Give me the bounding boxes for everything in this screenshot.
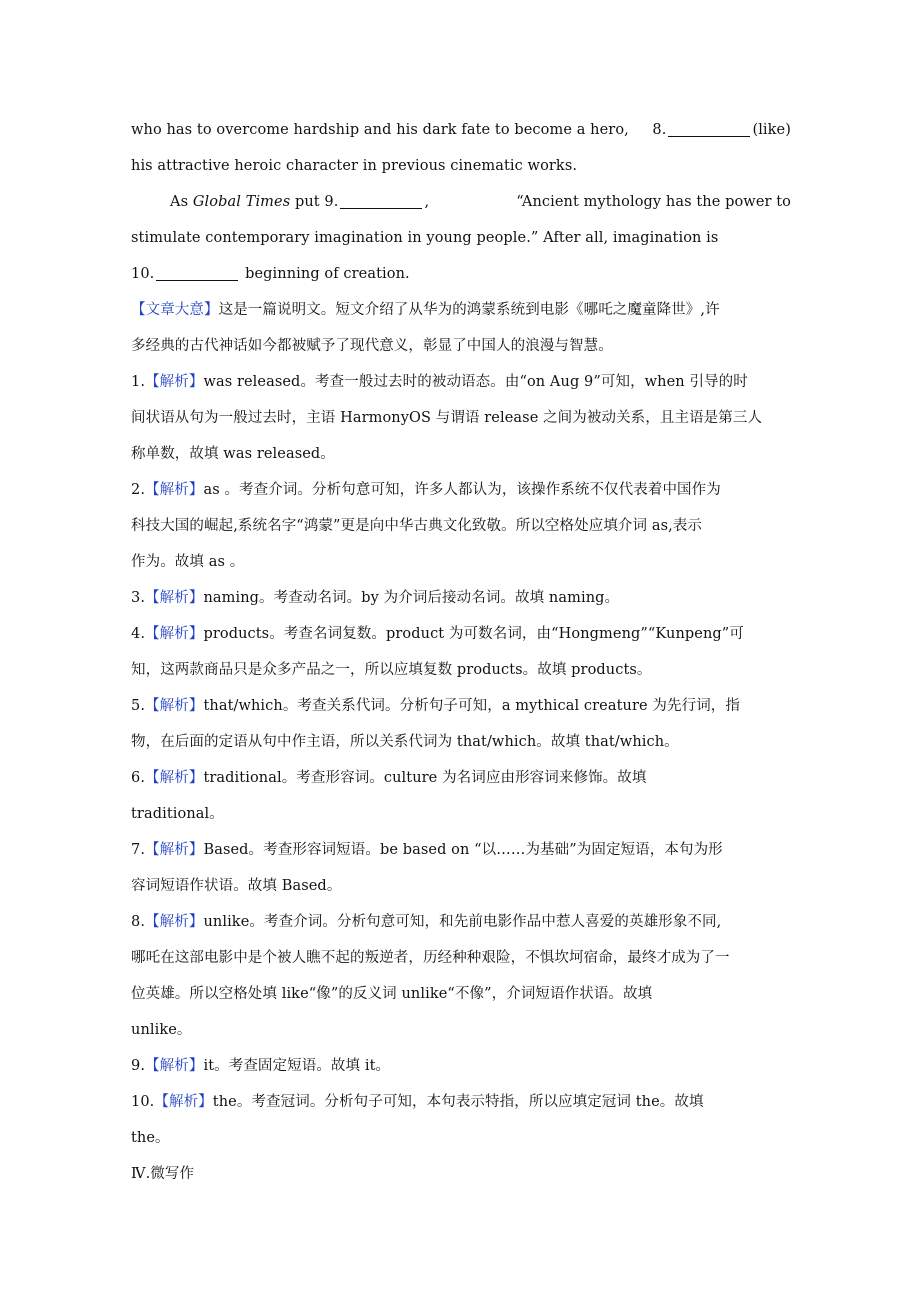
answer-8-line-1: 8.【解析】unlike。考查介词。分析句意可知，和先前电影作品中惹人喜爱的英雄形象不同, bbox=[131, 914, 722, 930]
answer-5-line-2: 物，在后面的定语从句中作主语，所以关系代词为 that/which。故填 that/which。 bbox=[131, 734, 679, 750]
blank-8: 8. (like) bbox=[652, 122, 791, 138]
answer-3-line-1: 3.【解析】naming。考查动名词。by 为介词后接动名词。故填 naming。 bbox=[131, 590, 620, 606]
answer-6-line-1: 6.【解析】traditional。考查形容词。culture 为名词应由形容词来修饰。故填 bbox=[131, 770, 647, 786]
passage-line-5: 10. beginning of creation. bbox=[131, 266, 410, 282]
analysis-tag: 【解析】 bbox=[145, 1058, 204, 1074]
blank-9 bbox=[340, 192, 422, 209]
answer-1-line-1: 1.【解析】was released。考查一般过去时的被动语态。由“on Aug 9”可知，when 引导的时 bbox=[131, 374, 748, 390]
answer-4-line-1: 4.【解析】products。考查名词复数。product 为可数名词，由“Hongmeng”“Kunpeng”可 bbox=[131, 626, 744, 642]
summary-line-1: 【文章大意】这是一篇说明文。短文介绍了从华为的鸿蒙系统到电影《哪吒之魔童降世》,许 bbox=[131, 302, 720, 318]
analysis-tag: 【解析】 bbox=[145, 770, 204, 786]
answer-8-line-3: 位英雄。所以空格处填 like“像”的反义词 unlike“不像”，介词短语作状语。故填 bbox=[131, 986, 653, 1002]
answer-8-line-2: 哪吒在这部电影中是个被人瞧不起的叛逆者，历经种种艰险，不惧坎坷宿命，最终才成为了一 bbox=[131, 950, 730, 966]
answer-10-line-2: the。 bbox=[131, 1130, 170, 1146]
answer-10-line-1: 10.【解析】the。考查冠词。分析句子可知，本句表示特指，所以应填定冠词 the。故填 bbox=[131, 1094, 704, 1110]
answer-2-line-3: 作为。故填 as 。 bbox=[131, 554, 245, 570]
answer-7-line-1: 7.【解析】Based。考查形容词短语。be based on “以……为基础”为固定短语，本句为形 bbox=[131, 842, 723, 858]
analysis-tag: 【解析】 bbox=[145, 374, 204, 390]
passage-line-3: As Global Times put 9. , “Ancient mythology has the power to bbox=[170, 194, 791, 210]
answer-1-line-2: 间状语从句为一般过去时，主语 HarmonyOS 与谓语 release 之间为被动关系，且主语是第三人 bbox=[131, 410, 763, 426]
analysis-tag: 【解析】 bbox=[145, 590, 204, 606]
analysis-tag: 【解析】 bbox=[145, 626, 204, 642]
analysis-tag: 【解析】 bbox=[145, 698, 204, 714]
answer-4-line-2: 知，这两款商品只是众多产品之一，所以应填复数 products。故填 products。 bbox=[131, 662, 652, 678]
publication-title: Global Times bbox=[192, 194, 291, 210]
passage-line-4: stimulate contemporary imagination in young people.” After all, imagination is bbox=[131, 230, 719, 246]
summary-line-2: 多经典的古代神话如今都被赋予了现代意义，彰显了中国人的浪漫与智慧。 bbox=[131, 338, 613, 354]
summary-tag: 【文章大意】 bbox=[131, 302, 219, 318]
analysis-tag: 【解析】 bbox=[145, 482, 204, 498]
answer-5-line-1: 5.【解析】that/which。考查关系代词。分析句子可知，a mythical creature 为先行词，指 bbox=[131, 698, 740, 714]
document-page bbox=[131, 112, 791, 1192]
answer-6-line-2: traditional。 bbox=[131, 806, 224, 822]
answer-8-line-4: unlike。 bbox=[131, 1022, 192, 1038]
passage-line-2: his attractive heroic character in previous cinematic works. bbox=[131, 158, 578, 174]
analysis-tag: 【解析】 bbox=[154, 1094, 213, 1110]
blank-10 bbox=[156, 264, 238, 281]
answer-2-line-2: 科技大国的崛起,系统名字“鸿蒙”更是向中华古典文化致敬。所以空格处应填介词 as,表示 bbox=[131, 518, 703, 534]
passage-text: who has to overcome hardship and his dark fate to become a hero, bbox=[131, 122, 629, 138]
answer-1-line-3: 称单数，故填 was released。 bbox=[131, 446, 335, 462]
answer-2-line-1: 2.【解析】as 。考查介词。分析句意可知，许多人都认为，该操作系统不仅代表着中国作为 bbox=[131, 482, 721, 498]
analysis-tag: 【解析】 bbox=[145, 842, 204, 858]
passage-line-1 bbox=[131, 112, 791, 148]
section-heading: Ⅳ.微写作 bbox=[131, 1166, 195, 1182]
answer-9-line-1: 9.【解析】it。考查固定短语。故填 it。 bbox=[131, 1058, 391, 1074]
blank-line bbox=[668, 120, 750, 137]
answer-7-line-2: 容词短语作状语。故填 Based。 bbox=[131, 878, 342, 894]
analysis-tag: 【解析】 bbox=[145, 914, 204, 930]
